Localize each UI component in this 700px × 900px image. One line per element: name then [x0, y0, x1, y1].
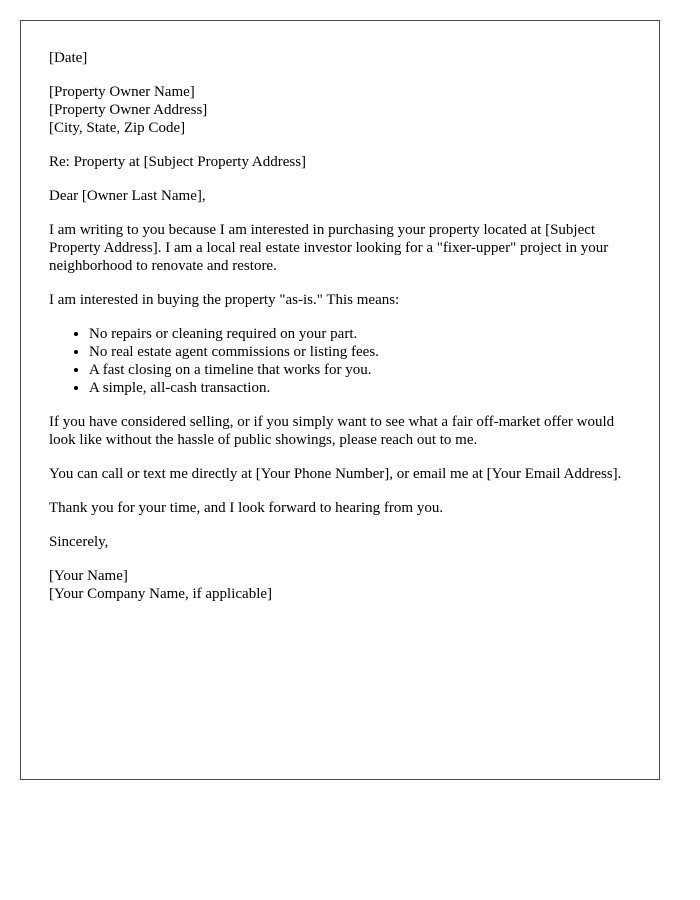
letter-page [20, 20, 660, 780]
paragraph-contact: You can call or text me directly at [Your Phone Number], or email me at [Your Email Address]. [49, 466, 622, 482]
signature-block [49, 567, 634, 603]
paragraph-as-is: I am interested in buying the property "as-is." This means: [49, 292, 400, 308]
paragraph-thanks: Thank you for your time, and I look forward to hearing from you. [49, 500, 444, 516]
list-item: • A simple, all-cash transaction. [89, 379, 634, 397]
list-item: • A fast closing on a timeline that works for you. [89, 361, 634, 379]
list-item: • No real estate agent commissions or listing fees. [89, 343, 634, 361]
recipient-address-block [49, 83, 634, 137]
re-line: Re: Property at [Subject Property Address] [49, 154, 307, 170]
letter-date: [Date] [49, 50, 88, 66]
closing: Sincerely, [49, 534, 109, 550]
list-item: • No repairs or cleaning required on your part. [89, 325, 634, 343]
recipient-city-state-zip: [City, State, Zip Code] [49, 120, 186, 136]
recipient-address: [Property Owner Address] [49, 102, 208, 118]
paragraph-intro: I am writing to you because I am interested in purchasing your property located at [Subject Property Address]. I am a local real estate investor looking for a "fixer-upper" project in your neighborhood to renovate and restore. [49, 222, 609, 274]
salutation: Dear [Owner Last Name], [49, 188, 206, 204]
benefits-list [49, 325, 634, 397]
recipient-name: [Property Owner Name] [49, 84, 195, 100]
signature-company: [Your Company Name, if applicable] [49, 586, 273, 602]
paragraph-selling: If you have considered selling, or if you simply want to see what a fair off-market offer would look like without the hassle of public showings, please reach out to me. [49, 414, 615, 448]
signature-name: [Your Name] [49, 568, 128, 584]
